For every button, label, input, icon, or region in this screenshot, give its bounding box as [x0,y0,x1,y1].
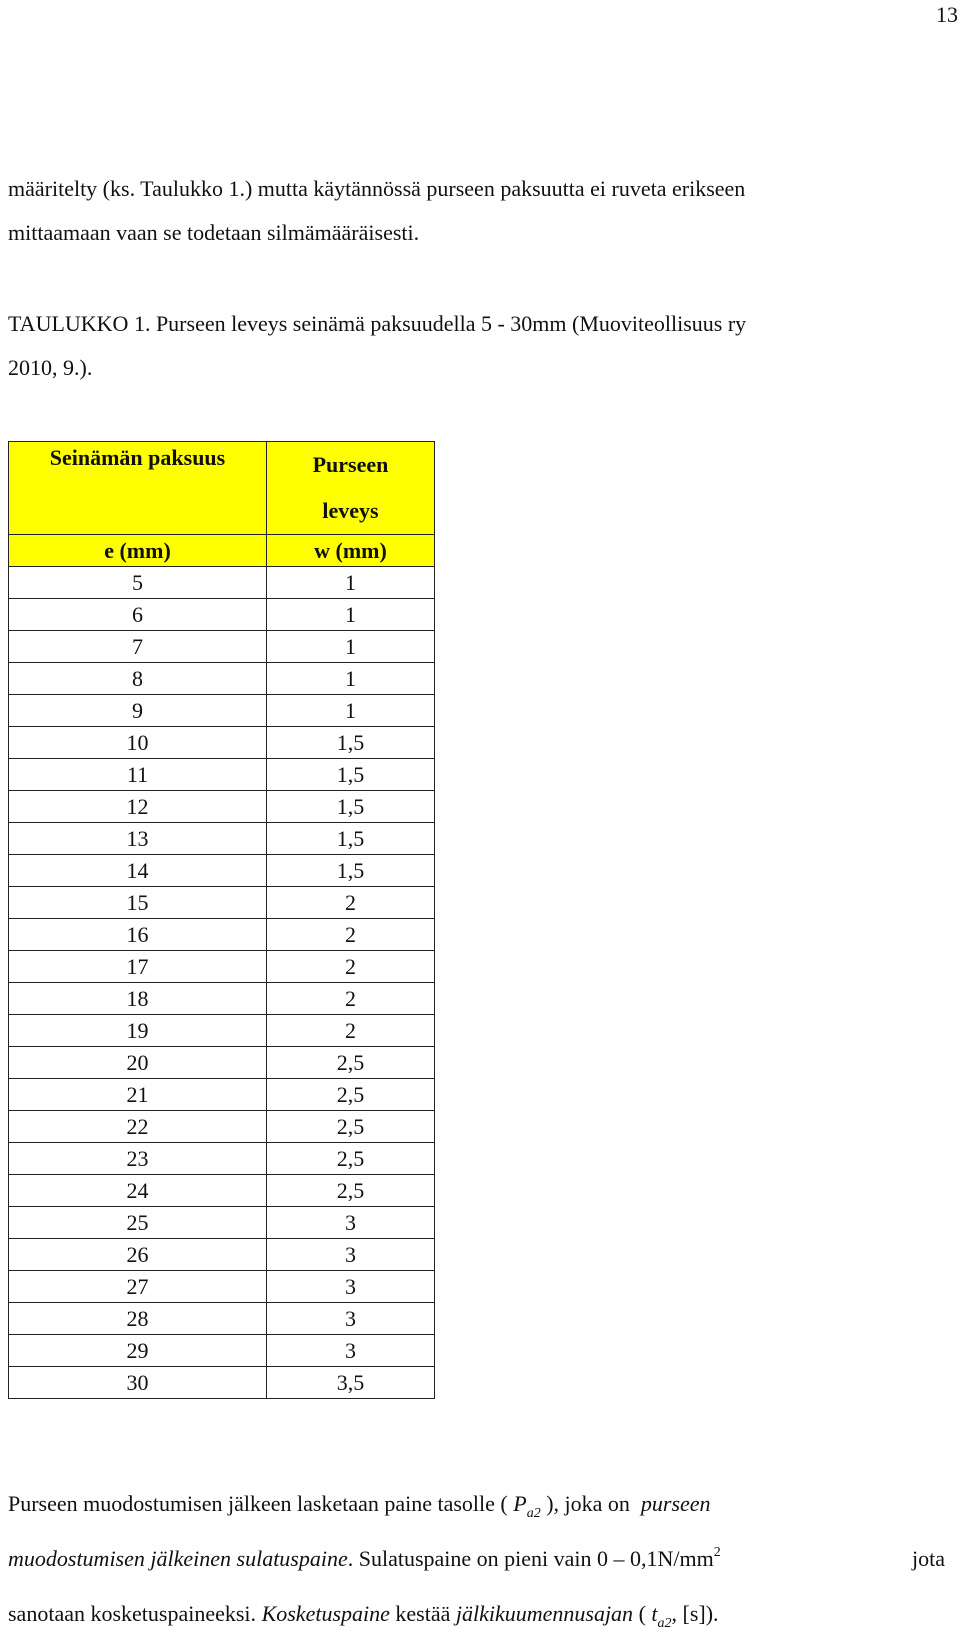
width-cell: 1,5 [267,759,435,791]
col1-unit: e (mm) [9,535,267,567]
intro-line-1: määritelty (ks. Taulukko 1.) mutta käytännössä purseen paksuutta ei ruveta erikseen [8,176,746,201]
table-row [9,1303,435,1335]
width-cell: 1,5 [267,823,435,855]
thickness-cell: 17 [9,951,267,983]
table-row [9,759,435,791]
table-row [9,951,435,983]
table-row [9,1271,435,1303]
width-cell: 2 [267,983,435,1015]
thickness-cell: 24 [9,1175,267,1207]
outro-text: jota [912,1546,945,1571]
thickness-cell: 29 [9,1335,267,1367]
width-cell: 1 [267,599,435,631]
width-cell: 1 [267,567,435,599]
table-row [9,1015,435,1047]
thickness-cell: 30 [9,1367,267,1399]
thickness-cell: 25 [9,1207,267,1239]
table-row [9,1335,435,1367]
width-cell: 1,5 [267,855,435,887]
pressure-symbol: P [513,1491,527,1516]
table-row [9,663,435,695]
unit-exponent: 2 [713,1545,721,1560]
table-row [9,1111,435,1143]
width-cell: 1,5 [267,791,435,823]
width-cell: 2 [267,919,435,951]
outro-line-2-left [8,1547,721,1571]
width-cell: 1 [267,631,435,663]
table-row [9,1047,435,1079]
width-cell: 2,5 [267,1143,435,1175]
table-row [9,1207,435,1239]
intro-paragraph [8,167,745,255]
table-row [9,1367,435,1399]
width-cell: 3 [267,1335,435,1367]
outro-text: , [s]). [671,1601,719,1626]
table-row [9,887,435,919]
thickness-cell: 15 [9,887,267,919]
burr-width-table [8,441,435,1399]
thickness-cell: 12 [9,791,267,823]
thickness-cell: 16 [9,919,267,951]
width-cell: 3 [267,1271,435,1303]
thickness-cell: 9 [9,695,267,727]
time-symbol: t [651,1601,658,1626]
outro-text: ( [638,1601,646,1626]
table-row [9,1175,435,1207]
table-row [9,983,435,1015]
width-cell: 2 [267,887,435,919]
table-row [9,1143,435,1175]
width-cell: 2,5 [267,1047,435,1079]
table-row [9,727,435,759]
thickness-cell: 6 [9,599,267,631]
thickness-cell: 5 [9,567,267,599]
outro-text: . Sulatuspaine on pieni vain 0 – 0,1N/mm [347,1546,714,1571]
col2-title [267,442,435,535]
caption-line-1: TAULUKKO 1. Purseen leveys seinämä paksuudella 5 - 30mm (Muoviteollisuus ry [8,311,747,336]
width-cell: 3 [267,1207,435,1239]
outro-emphasis: muodostumisen jälkeinen sulatuspaine [8,1546,348,1571]
thickness-cell: 11 [9,759,267,791]
table-caption [8,302,746,390]
thickness-cell: 18 [9,983,267,1015]
thickness-cell: 7 [9,631,267,663]
outro-paragraph [8,1491,945,1631]
width-cell: 3 [267,1239,435,1271]
thickness-cell: 14 [9,855,267,887]
table-row [9,823,435,855]
table-row [9,567,435,599]
table-row [9,919,435,951]
outro-text: kestää [395,1601,451,1626]
width-cell: 3 [267,1303,435,1335]
outro-emphasis: Kosketuspaine [261,1601,390,1626]
thickness-cell: 19 [9,1015,267,1047]
table-unit-row [9,535,435,567]
thickness-cell: 20 [9,1047,267,1079]
width-cell: 1 [267,663,435,695]
table-row [9,695,435,727]
page-number: 13 [936,2,958,27]
pressure-subscript: a2 [526,1506,541,1521]
thickness-cell: 10 [9,727,267,759]
col2-unit: w (mm) [267,535,435,567]
width-cell: 3,5 [267,1367,435,1399]
table-header-row [9,442,435,535]
col2-title-line-2: leveys [322,498,379,523]
thickness-cell: 26 [9,1239,267,1271]
outro-line-1 [8,1491,945,1521]
thickness-cell: 28 [9,1303,267,1335]
outro-line-3 [8,1601,945,1631]
table-row [9,1079,435,1111]
table-row [9,631,435,663]
width-cell: 2,5 [267,1079,435,1111]
outro-text: Purseen muodostumisen jälkeen lasketaan paine tasolle ( [8,1491,508,1516]
table-row [9,599,435,631]
thickness-cell: 27 [9,1271,267,1303]
table-body [9,567,435,1399]
time-subscript: a2 [657,1616,672,1631]
table-row [9,791,435,823]
thickness-cell: 8 [9,663,267,695]
width-cell: 1 [267,695,435,727]
width-cell: 2,5 [267,1111,435,1143]
width-cell: 1,5 [267,727,435,759]
outro-emphasis: purseen [640,1491,711,1516]
table-row [9,855,435,887]
width-cell: 2 [267,951,435,983]
col1-title: Seinämän paksuus [9,442,267,535]
thickness-cell: 21 [9,1079,267,1111]
outro-line-2 [8,1547,945,1571]
col2-title-line-1: Purseen [312,452,389,477]
outro-text: sanotaan kosketuspaineeksi. [8,1601,257,1626]
thickness-cell: 13 [9,823,267,855]
caption-line-2: 2010, 9.). [8,355,93,380]
intro-line-2: mittaamaan vaan se todetaan silmämääräisesti. [8,220,420,245]
table-row [9,1239,435,1271]
outro-text: ), joka on [546,1491,630,1516]
outro-emphasis: jälkikuumennusajan [455,1601,634,1626]
width-cell: 2 [267,1015,435,1047]
thickness-cell: 22 [9,1111,267,1143]
width-cell: 2,5 [267,1175,435,1207]
thickness-cell: 23 [9,1143,267,1175]
